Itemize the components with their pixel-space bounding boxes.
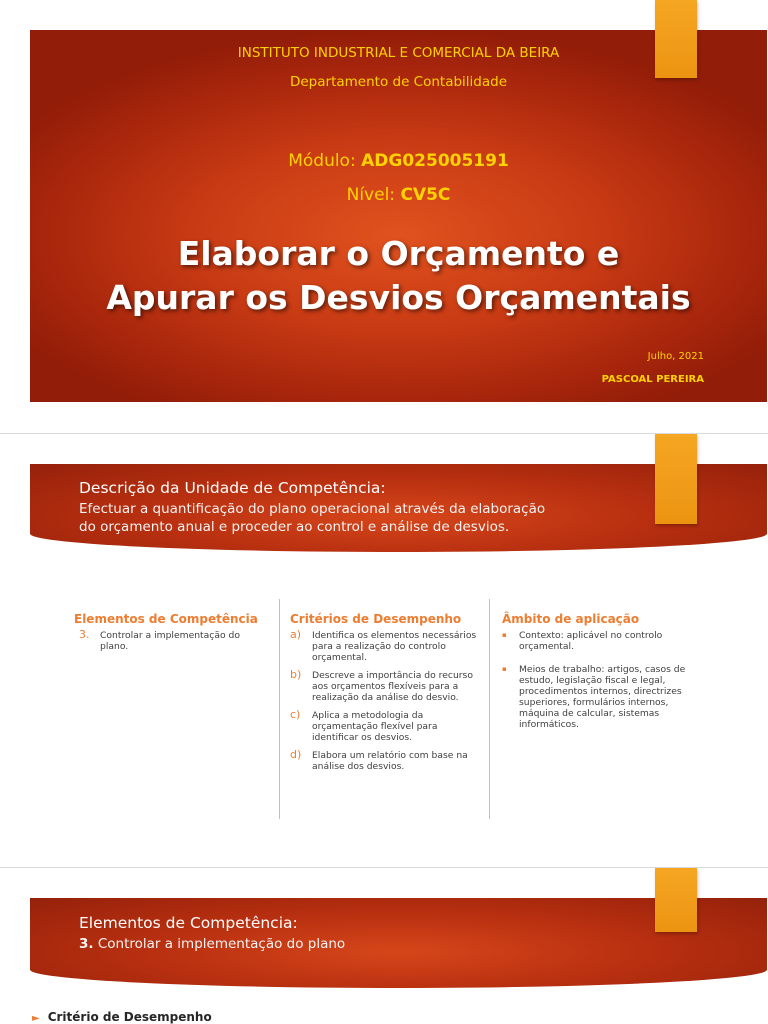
item-marker: b): [290, 668, 302, 681]
description-line-1: Efectuar a quantificação do plano operacional através da elaboração: [79, 501, 546, 517]
banner-subtitle: [79, 935, 345, 953]
module-value: ADG025005191: [361, 151, 509, 171]
presentation-title: [30, 232, 767, 320]
column-header: Critérios de Desempenho: [290, 612, 462, 626]
criterion-text: Critério de Desempenho: [47, 1010, 212, 1024]
competence-slide: [0, 434, 768, 854]
list-item: [290, 670, 480, 703]
arrow-bullet-icon: ►: [32, 1013, 40, 1024]
title-slide: [0, 0, 768, 420]
item-text: Identifica os elementos necessários para a realização do controlo orçamental.: [312, 630, 477, 663]
level-value: CV5C: [400, 185, 451, 205]
title-line-2: Apurar os Desvios Orçamentais: [106, 278, 691, 317]
subtitle-text: Controlar a implementação do plano: [97, 936, 346, 952]
column-criterios: [290, 612, 480, 772]
level-line: [30, 185, 767, 205]
corner-tab: [655, 868, 697, 932]
institution-name: INSTITUTO INDUSTRIAL E COMERCIAL DA BEIRA: [237, 45, 560, 61]
banner-heading: Elementos de Competência:: [79, 914, 298, 932]
presentation-date: Julho, 2021: [647, 351, 704, 362]
item-text: Contexto: aplicável no controlo orçamental.: [519, 630, 663, 652]
description-line-2: do orçamento anual e proceder ao control e análise de desvios.: [79, 519, 510, 535]
list-item: [290, 710, 480, 743]
item-text: Aplica a metodologia da orçamentação flexível para identificar os desvios.: [312, 710, 438, 743]
item-text: Descreve a importância do recurso aos orçamentos flexíveis para a realização da análise do desvio.: [312, 670, 473, 703]
column-elementos: [74, 612, 270, 652]
item-text: Controlar a implementação do plano.: [100, 630, 240, 652]
module-label: Módulo:: [288, 151, 356, 171]
list-item: [502, 664, 692, 730]
item-text: Elabora um relatório com base na análise dos desvios.: [312, 750, 468, 772]
banner-description: [79, 500, 545, 536]
corner-tab: [655, 434, 697, 524]
module-line: [30, 151, 767, 171]
corner-tab: [655, 0, 697, 78]
item-marker: a): [290, 628, 302, 641]
item-marker: d): [290, 748, 302, 761]
bullet-icon: ▪: [502, 665, 507, 673]
elements-slide: [0, 868, 768, 1024]
level-label: Nível:: [346, 185, 396, 205]
department-name: Departamento de Contabilidade: [289, 74, 508, 90]
list-item: [290, 750, 480, 772]
column-ambito: [502, 612, 692, 730]
column-divider: [279, 599, 280, 819]
list-item: [502, 630, 692, 652]
item-marker: 3.: [79, 628, 90, 641]
bullet-icon: ▪: [502, 631, 507, 639]
list-item: [74, 630, 270, 652]
item-text: Meios de trabalho: artigos, casos de estudo, legislação fiscal e legal, procedimentos internos, directrizes superiores, formulários internos, máquina de calcular, sistemas informáticos.: [519, 664, 686, 730]
subtitle-number: 3.: [79, 936, 94, 952]
item-marker: c): [290, 708, 301, 721]
list-item: [290, 630, 480, 663]
column-header: Elementos de Competência: [74, 612, 258, 626]
title-line-1: Elaborar o Orçamento e: [177, 234, 620, 273]
criterion-bullet: [32, 1010, 212, 1024]
column-divider: [489, 599, 490, 819]
column-header: Âmbito de aplicação: [502, 612, 640, 626]
banner-heading: Descrição da Unidade de Competência:: [79, 479, 386, 497]
author-name: PASCOAL PEREIRA: [601, 374, 704, 385]
title-panel: [30, 30, 767, 402]
